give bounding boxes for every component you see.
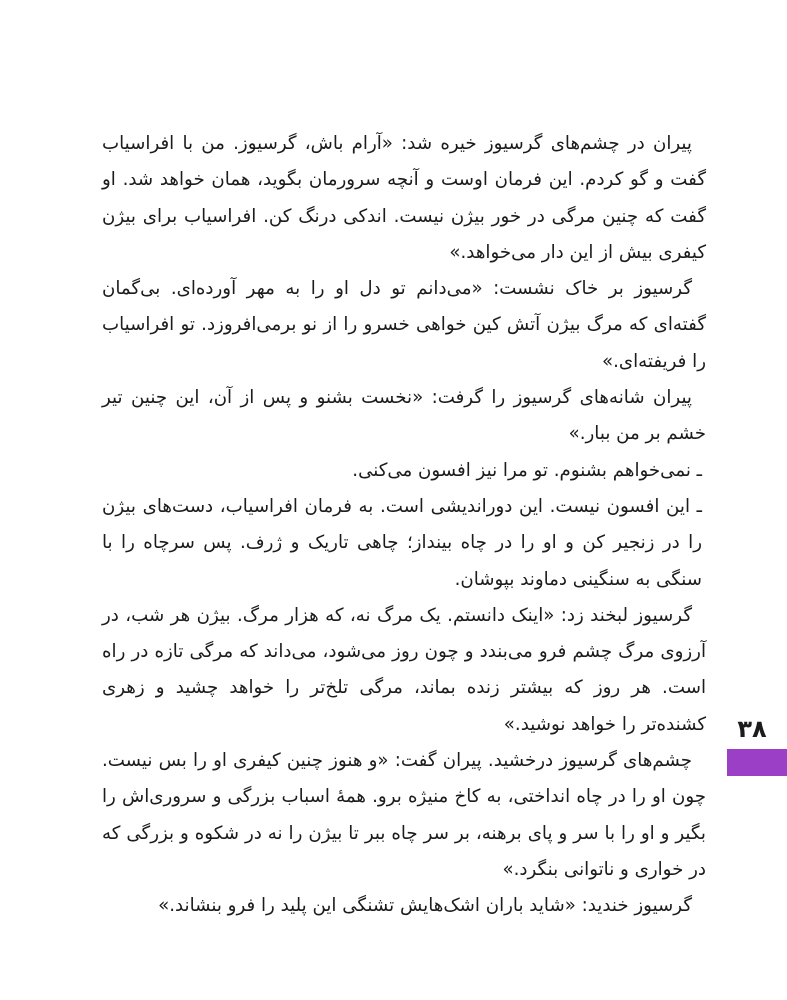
paragraph-7: چشم‌های گرسیوز درخشید. پیران گفت: «و هنوز چنین کیفری او را بس نیست. چون او را در چاه انداختی، به کاخ منیژه برو. همهٔ اسباب بزرگی و سروری‌اش را بگیر و او را با سر و پای برهنه، بر سر چاه ببر تا بیژن را نه در شکوه و بزرگی که در خواری و ناتوانی بنگرد.» [102, 750, 706, 880]
paragraph-8: گرسیوز خندید: «شاید باران اشک‌هایش تشنگی این پلید را فرو بنشاند.» [158, 895, 692, 917]
paragraph-5: ـ این افسون نیست. این دوراندیشی است. به فرمان افراسیاب، دست‌های بیژن را در زنجیر کن و او را در چاه بینداز؛ چاهی تاریک و ژرف. پس سرچاه را با سنگی به سنگینی دماوند بپوشان. [102, 495, 702, 590]
page-tab-marker [727, 749, 787, 776]
body-text [102, 126, 706, 925]
paragraph-2: گرسیوز بر خاک نشست: «می‌دانم تو دل او را به مهر آورده‌ای. بی‌گمان گفته‌ای که مرگ بیژن آتش کین خواهی خسرو را از نو برمی‌افروزد. تو افراسیاب را فریفته‌ای.» [102, 278, 706, 372]
page-number: ۳۸ [737, 715, 767, 743]
paragraph-4: ـ نمی‌خواهم بشنوم. تو مرا نیز افسون می‌کنی. [352, 459, 702, 481]
paragraph-6: گرسیوز لبخند زد: «اینک دانستم. یک مرگ نه، که هزار مرگ. بیژن هر شب، در آرزوی مرگ چشم فرو می‌بندد و چون روز می‌شود، می‌داند که مرگی تازه در راه است. هر روز که بیشتر زنده بماند، مرگی تلخ‌تر را خواهد چشید و زهری کشنده‌تر را خواهد نوشید.» [102, 604, 706, 735]
paragraph-3: پیران شانه‌های گرسیوز را گرفت: «نخست بشنو و پس از آن، این چنین تیر خشم بر من ببار.» [102, 387, 706, 445]
paragraph-1: پیران در چشم‌های گرسیوز خیره شد: «آرام باش، گرسیوز. من با افراسیاب گفت و گو کردم. این فرمان اوست و آنچه سرورمان بگوید، همان خواهد شد. او گفت که چنین مرگی در خور بیژن نیست. اندکی درنگ کن. افراسیاب برای بیژن کیفری بیش از این دار می‌خواهد.» [102, 133, 706, 263]
